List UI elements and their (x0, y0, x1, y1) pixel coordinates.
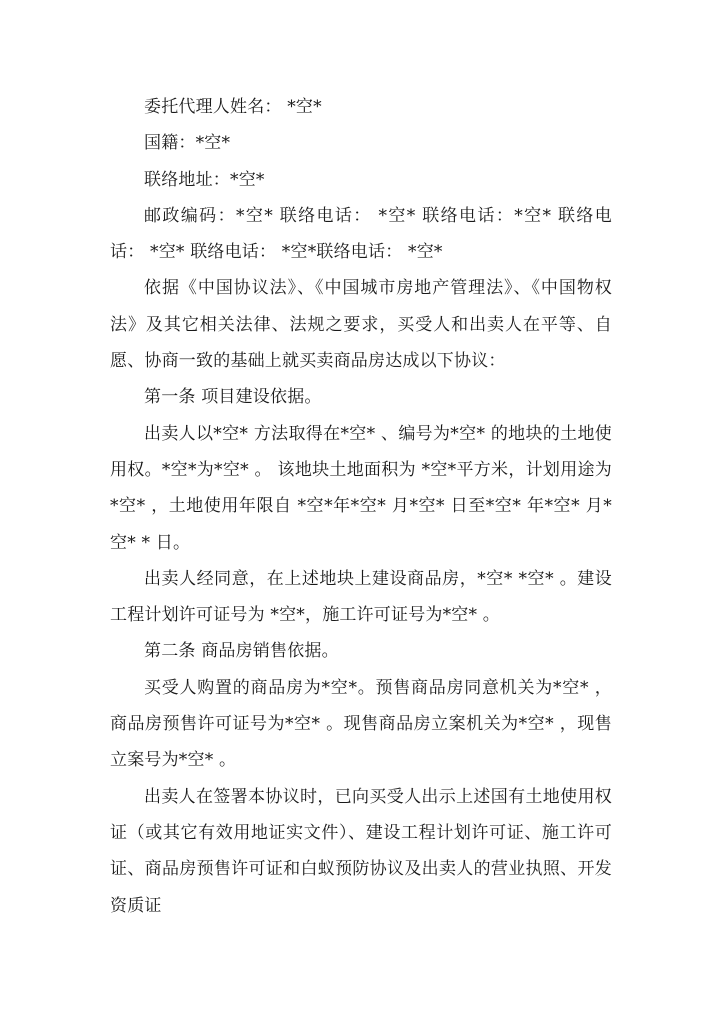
article-2-heading: 第二条 商品房销售依据。 (144, 641, 339, 662)
paragraph-address: 联络地址：*空* (144, 169, 265, 190)
document-body (110, 89, 612, 924)
paragraph-contact: 邮政编码：*空* 联络电话： *空* 联络电话：*空* 联络电话： *空* 联络电话： *空*联络电话： *空* (110, 205, 612, 263)
paragraph-land-use: 出卖人以*空* 方法取得在*空* 、编号为*空* 的地块的土地使用权。*空*为*空* 。 该地块土地面积为 *空*平方米，计划用途为*空* ，土地使用年限自 *空*年*空* 月*空* 日至*空* 年*空* 月*空* * 日。 (110, 423, 612, 553)
paragraph-agent-name: 委托代理人姓名： *空* (144, 97, 322, 117)
paragraph-construction: 出卖人经同意，在上述地块上建设商品房，*空* *空* 。建设工程计划许可证号为 *空*，施工许可证号为*空* 。 (110, 568, 612, 626)
paragraph-sales-basis: 买受人购置的商品房为*空*。预售商品房同意机关为*空* ，商品房预售许可证号为*空* 。现售商品房立案机关为*空* ，现售立案号为*空* 。 (110, 677, 612, 771)
paragraph-certificates: 出卖人在签署本协议时，已向买受人出示上述国有土地使用权证（或其它有效用地证实文件）、建设工程计划许可证、施工许可证、商品房预售许可证和白蚁预防协议及出卖人的营业执照、开发资质证 (110, 786, 612, 916)
paragraph-legal-basis: 依据《中国协议法》、《中国城市房地产管理法》、《中国物权法》及其它相关法律、法规之要求，买受人和出卖人在平等、自愿、协商一致的基础上就买卖商品房达成以下协议： (110, 278, 612, 372)
paragraph-nationality: 国籍：*空* (144, 133, 231, 154)
article-1-heading: 第一条 项目建设依据。 (144, 387, 322, 408)
